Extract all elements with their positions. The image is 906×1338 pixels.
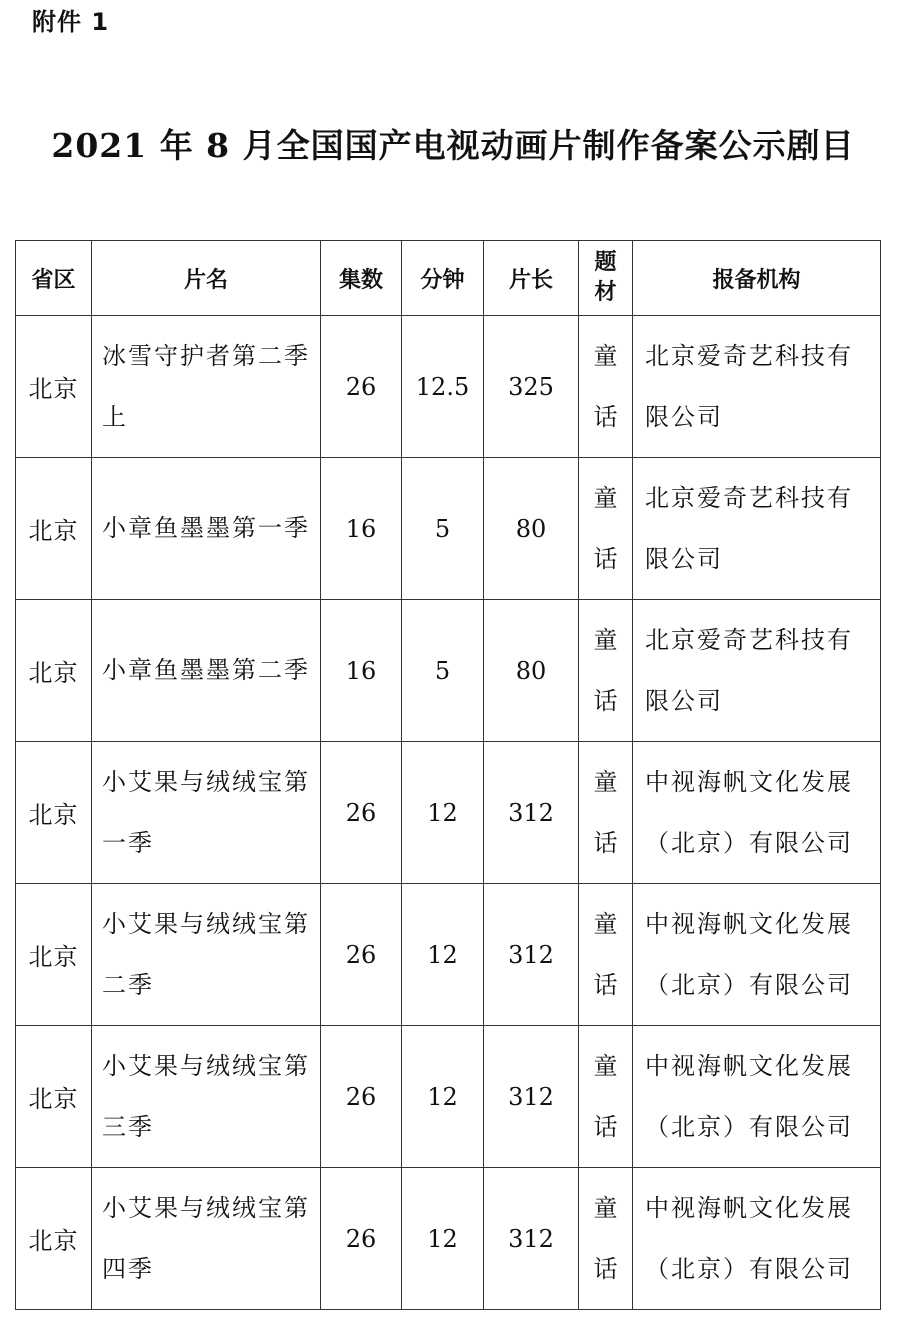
cell-minutes: 12 xyxy=(402,1168,484,1310)
cell-minutes: 12 xyxy=(402,742,484,884)
table-row xyxy=(16,1026,881,1168)
cell-org: 中视海帆文化发展（北京）有限公司 xyxy=(633,884,881,1026)
cell-length: 312 xyxy=(484,1026,579,1168)
table-row xyxy=(16,742,881,884)
table-row xyxy=(16,1168,881,1310)
cell-length: 312 xyxy=(484,1168,579,1310)
cell-name: 冰雪守护者第二季上 xyxy=(92,316,321,458)
cell-province: 北京 xyxy=(16,316,92,458)
cell-episodes: 26 xyxy=(321,742,402,884)
cell-genre: 童话 xyxy=(579,458,633,600)
cell-genre: 童话 xyxy=(579,1026,633,1168)
cell-name: 小章鱼墨墨第一季 xyxy=(92,458,321,600)
filing-table xyxy=(15,240,881,1310)
cell-org: 中视海帆文化发展（北京）有限公司 xyxy=(633,1026,881,1168)
table-row xyxy=(16,600,881,742)
cell-minutes: 12 xyxy=(402,1026,484,1168)
cell-episodes: 26 xyxy=(321,1168,402,1310)
cell-genre: 童话 xyxy=(579,600,633,742)
cell-length: 80 xyxy=(484,600,579,742)
cell-length: 312 xyxy=(484,884,579,1026)
cell-org: 北京爱奇艺科技有限公司 xyxy=(633,316,881,458)
cell-length: 80 xyxy=(484,458,579,600)
cell-org: 北京爱奇艺科技有限公司 xyxy=(633,600,881,742)
cell-province: 北京 xyxy=(16,884,92,1026)
attachment-label: 附件 1 xyxy=(32,8,110,36)
table-row xyxy=(16,884,881,1026)
cell-length: 325 xyxy=(484,316,579,458)
header-province: 省区 xyxy=(16,241,92,316)
cell-genre: 童话 xyxy=(579,316,633,458)
cell-episodes: 26 xyxy=(321,1026,402,1168)
cell-province: 北京 xyxy=(16,458,92,600)
cell-minutes: 12 xyxy=(402,884,484,1026)
cell-province: 北京 xyxy=(16,600,92,742)
cell-name: 小艾果与绒绒宝第四季 xyxy=(92,1168,321,1310)
cell-genre: 童话 xyxy=(579,742,633,884)
header-length: 片长 xyxy=(484,241,579,316)
cell-episodes: 16 xyxy=(321,600,402,742)
header-minutes: 分钟 xyxy=(402,241,484,316)
cell-name: 小章鱼墨墨第二季 xyxy=(92,600,321,742)
cell-org: 中视海帆文化发展（北京）有限公司 xyxy=(633,1168,881,1310)
cell-minutes: 5 xyxy=(402,458,484,600)
cell-name: 小艾果与绒绒宝第二季 xyxy=(92,884,321,1026)
cell-minutes: 12.5 xyxy=(402,316,484,458)
table-header-row xyxy=(16,241,881,316)
header-genre: 题材 xyxy=(579,241,633,316)
cell-minutes: 5 xyxy=(402,600,484,742)
cell-name: 小艾果与绒绒宝第一季 xyxy=(92,742,321,884)
cell-genre: 童话 xyxy=(579,1168,633,1310)
cell-episodes: 26 xyxy=(321,884,402,1026)
cell-genre: 童话 xyxy=(579,884,633,1026)
header-episodes: 集数 xyxy=(321,241,402,316)
document-title: 2021 年 8 月全国国产电视动画片制作备案公示剧目 xyxy=(51,126,855,165)
cell-province: 北京 xyxy=(16,1026,92,1168)
cell-province: 北京 xyxy=(16,1168,92,1310)
header-org: 报备机构 xyxy=(633,241,881,316)
cell-episodes: 16 xyxy=(321,458,402,600)
table-row xyxy=(16,316,881,458)
cell-province: 北京 xyxy=(16,742,92,884)
cell-episodes: 26 xyxy=(321,316,402,458)
table-row xyxy=(16,458,881,600)
cell-name: 小艾果与绒绒宝第三季 xyxy=(92,1026,321,1168)
cell-org: 中视海帆文化发展（北京）有限公司 xyxy=(633,742,881,884)
cell-length: 312 xyxy=(484,742,579,884)
cell-org: 北京爱奇艺科技有限公司 xyxy=(633,458,881,600)
header-name: 片名 xyxy=(92,241,321,316)
